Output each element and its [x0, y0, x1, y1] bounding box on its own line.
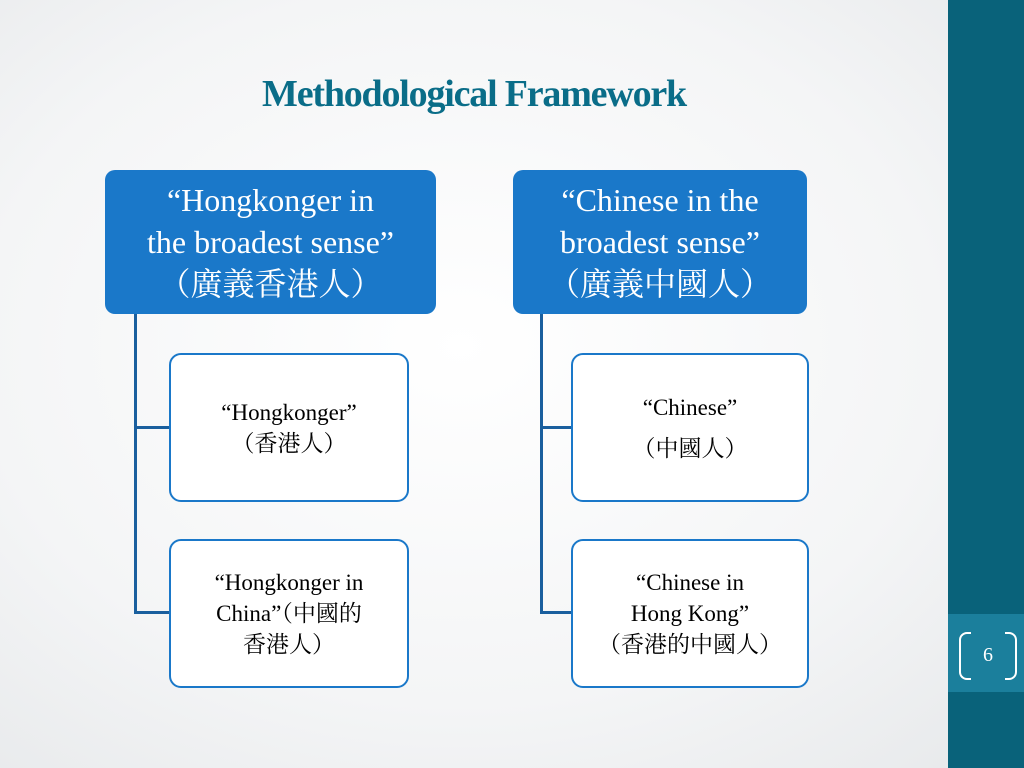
child-line: China”（中國的: [216, 601, 362, 626]
child-box-hongkonger-in-china: [169, 539, 409, 688]
child-line: “Chinese in: [636, 570, 744, 595]
head-line: “Hongkonger in: [166, 182, 375, 218]
head-box-chinese: [513, 170, 807, 314]
head-line: the broadest sense”: [146, 224, 394, 260]
head-box-hongkonger: [105, 170, 436, 314]
connector-vertical: [540, 314, 543, 614]
head-line: “Chinese in the: [561, 182, 759, 218]
child-line: 香港人）: [243, 632, 335, 657]
child-line: Hong Kong”: [630, 601, 750, 626]
connector-horizontal: [540, 611, 572, 614]
child-line: （香港人）: [231, 430, 347, 456]
head-line: （廣義中國人）: [547, 266, 772, 302]
child-line: （香港的中國人）: [598, 632, 782, 657]
child-line: “Hongkonger in: [214, 570, 364, 595]
child-box-hongkonger: [169, 353, 409, 502]
head-line: broadest sense”: [560, 224, 760, 260]
connector-horizontal: [134, 426, 170, 429]
connector-vertical: [134, 314, 137, 614]
child-line: “Hongkonger”: [221, 399, 357, 425]
child-line: （中國人）: [632, 435, 748, 461]
child-line: “Chinese”: [642, 394, 738, 420]
connector-horizontal: [540, 426, 572, 429]
child-box-chinese-in-hong-kong: [571, 539, 809, 688]
connector-horizontal: [134, 611, 170, 614]
child-box-chinese: [571, 353, 809, 502]
page-number: 6: [983, 644, 993, 666]
head-line: （廣義香港人）: [158, 266, 383, 302]
slide-title: Methodological Framework: [262, 73, 686, 115]
